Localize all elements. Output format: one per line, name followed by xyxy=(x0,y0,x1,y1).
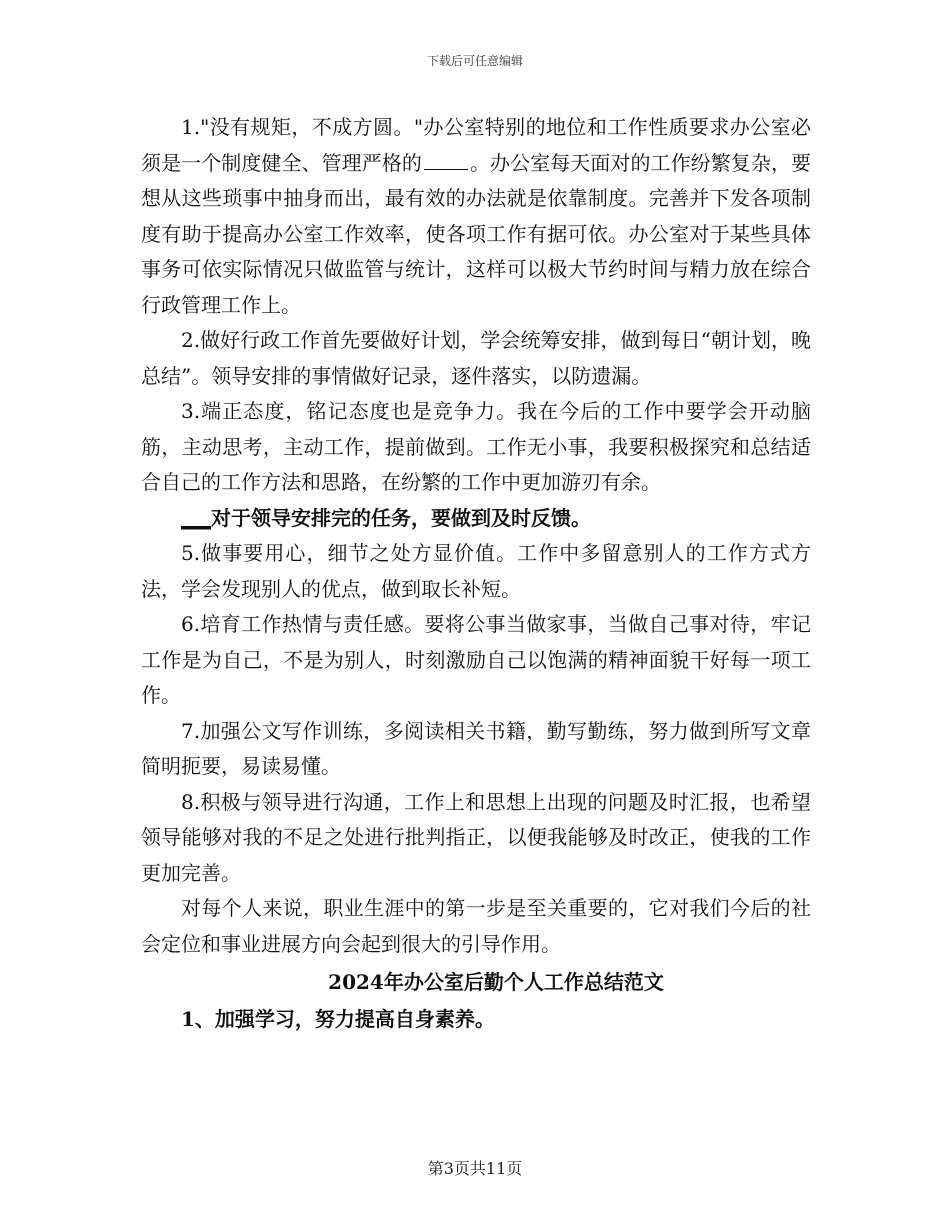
paragraph-3: 3.端正态度，铭记态度也是竞争力。我在今后的工作中要学会开动脑筋，主动思考，主动工作，提前做到。工作无小事，我要积极探究和总结适合自己的工作方法和思路，在纷繁的工作中更加游刃有余。 xyxy=(141,399,811,494)
subheading: 1、加强学习，努力提高自身素养。 xyxy=(181,1007,495,1031)
fill-blank xyxy=(424,149,468,170)
section-title: 2024年办公室后勤个人工作总结范文 xyxy=(328,970,664,994)
page-footer: 第3页共11页 xyxy=(427,1159,523,1178)
document-body xyxy=(141,110,811,1038)
blank-number: ___ xyxy=(181,505,211,530)
paragraph-5: 5.做事要用心，细节之处方显价值。工作中多留意别人的工作方式方法，学会发现别人的优点，做到取长补短。 xyxy=(141,541,811,601)
paragraph-2: 2.做好行政工作首先要做好计划，学会统筹安排，做到每日“朝计划，晚总结”。领导安排的事情做好记录，逐件落实，以防遗漏。 xyxy=(141,328,811,388)
paragraph-6: 6.培育工作热情与责任感。要将公事当做家事，当做自己事对待，牢记工作是为自己，不是为别人，时刻激励自己以饱满的精神面貌干好每一项工作。 xyxy=(141,612,811,707)
page-header: 下载后可任意编辑 xyxy=(426,54,523,68)
paragraph-4: ___对于领导安排完的任务，要做到及时反馈。 xyxy=(181,505,591,530)
paragraph-8: 8.积极与领导进行沟通，工作上和思想上出现的问题及时汇报，也希望领导能够对我的不足之处进行批判指正，以便我能够及时改正，使我的工作更加完善。 xyxy=(141,789,811,885)
paragraph-closing: 对每个人来说，职业生涯中的第一步是至关重要的，它对我们今后的社会定位和事业进展方向会起到很大的引导作用。 xyxy=(141,896,811,956)
paragraph-7: 7.加强公文写作训练，多阅读相关书籍，勤写勤练，努力做到所写文章简明扼要，易读易懂。 xyxy=(141,718,811,778)
paragraph-1: 1."没有规矩，不成方圆。"办公室特别的地位和工作性质要求办公室必须是一个制度健全、管理严格的 。办公室每天面对的工作纷繁复杂，要想从这些琐事中抽身而出，最有效的办法就是依靠制度。完善并下发各项制度有助于提高办公室工作效率，使各项工作有据可依。办公室对于某些具体事务可依实际情况只做监管与统计，这样可以极大节约时间与精力放在综合行政管理工作上。 xyxy=(141,115,812,317)
